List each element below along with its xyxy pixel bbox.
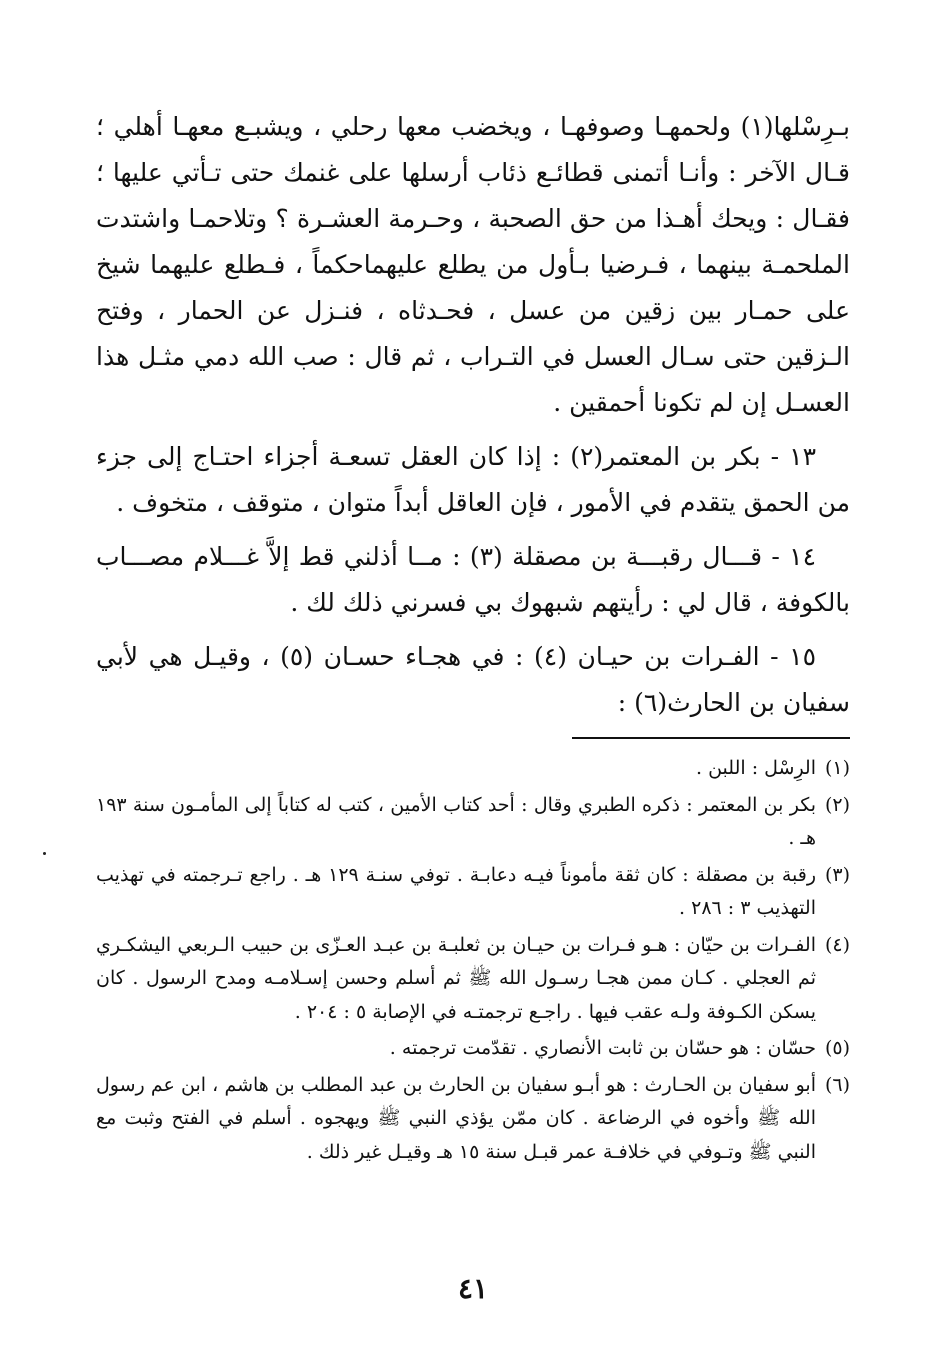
scan-speck xyxy=(43,852,46,855)
footnote-number: (٦) xyxy=(824,1073,850,1096)
footnote-text: حسّان : هو حسّان بن ثابت الأنصاري . تقدّمت ترجمته . xyxy=(389,1037,816,1059)
footnote-2 xyxy=(96,789,850,856)
footnote-text: الرِسْل : اللبن . xyxy=(696,757,816,779)
footnote-1 xyxy=(96,752,850,786)
footnote-number: (٥) xyxy=(824,1037,850,1059)
footnote-5 xyxy=(96,1032,850,1066)
main-text-block xyxy=(96,104,850,726)
footnote-number: (١) xyxy=(824,757,850,779)
paragraph-13: ١٣ - بكر بن المعتمر(٢) : إذا كان العقل تسعـة أجزاء احتـاج إلى جزء من الحمق يتقدم في الأمور ، فإن العاقل أبداً متوان ، متوقف ، متخوف . xyxy=(96,442,850,517)
footnote-4 xyxy=(96,929,850,1030)
paragraph-1: بـرِسْلها(١) ولحمهـا وصوفهـا ، ويخضب معها رحلي ، ويشبـع معهـا أهلي ؛ قـال الآخر : وأنـا أتمنى قطائـع ذئاب أرسلها على غنمك حتى تـأتي عليها ؛ فقـال : ويحك أهـذا من حق الصحبة ، وحـرمة العشـرة ؟ وتلاحمـا واشتدت الملحمـة بينهما ، فـرضيا بـأول من يطلع عليهماحكماً ، فـطلع عليهما شيخ على حمـار بين زقين من عسل ، فحـدثاه ، فنـزل عن الحمار ، وفتح الـزقين حتى سـال العسل في التـراب ، ثم قال : صب الله دمي مثـل هذا العسـل إن لم تكونا أحمقين . xyxy=(96,112,850,417)
footnote-text: بكر بن المعتمر : ذكره الطبري وقال : أحد كتاب الأمين ، كتب له كتاباً إلى المأمـون سنة ١٩٣ هـ . xyxy=(96,793,816,849)
footnotes xyxy=(96,752,850,1172)
page-number: ٤١ xyxy=(457,1272,489,1305)
footnote-text: الفـرات بن حيّان : هـو فـرات بن حيـان بن ثعلبـة بن عبـد العـزّى بن حبيب الـربعي اليشكـري ثم العجلي . كـان ممن هجـا رسـول الله ﷺ ثم أسلم وحسن إسـلامـه ومدح الرسول . كان يسكن الكـوفة ولـه عقب فيها . راجـع ترجمتـه في الإصابة ٥ : ٢٠٤ . xyxy=(96,933,816,1023)
footnote-text: أبو سفيان بن الحـارث : هو أبـو سفيان بن الحارث بن عبد المطلب بن هاشم ، ابن عم رسول الله ﷺ وأخوه في الرضاعة . كان ممّن يؤذي النبي ﷺ ويهجوه . أسلم في الفتح وثبت مع النبي ﷺ وتـوفي في خلافـة عمر قبـل سنة ١٥ هـ وقيـل غير ذلك . xyxy=(96,1073,816,1163)
footnote-3 xyxy=(96,859,850,926)
footnote-6 xyxy=(96,1069,850,1170)
paragraph-15: ١٥ - الفـرات بن حيـان (٤) : في هجـاء حسـان (٥) ، وقيـل هي لأبي سفيان بن الحارث(٦) : xyxy=(96,642,850,717)
footnote-text: رقبة بن مصقلة : كان ثقة مأموناً فيـه دعابـة . توفي سنـة ١٢٩ هـ . راجع تـرجمته في تهذيب التهذيب ٣ : ٢٨٦ . xyxy=(96,863,817,919)
paragraph-14: ١٤ - قـــال رقبـــة بن مصقلة (٣) : مــا أذلني قط إلاَّ غـــلام مصـــاب بالكوفة ، قال لي : رأيتهم شبهوك بي فسرني ذلك لك . xyxy=(96,542,850,617)
footnote-number: (٢) xyxy=(824,793,850,816)
footnote-number: (٤) xyxy=(824,933,850,956)
footnote-number: (٣) xyxy=(824,863,850,886)
footnote-separator xyxy=(572,737,850,739)
